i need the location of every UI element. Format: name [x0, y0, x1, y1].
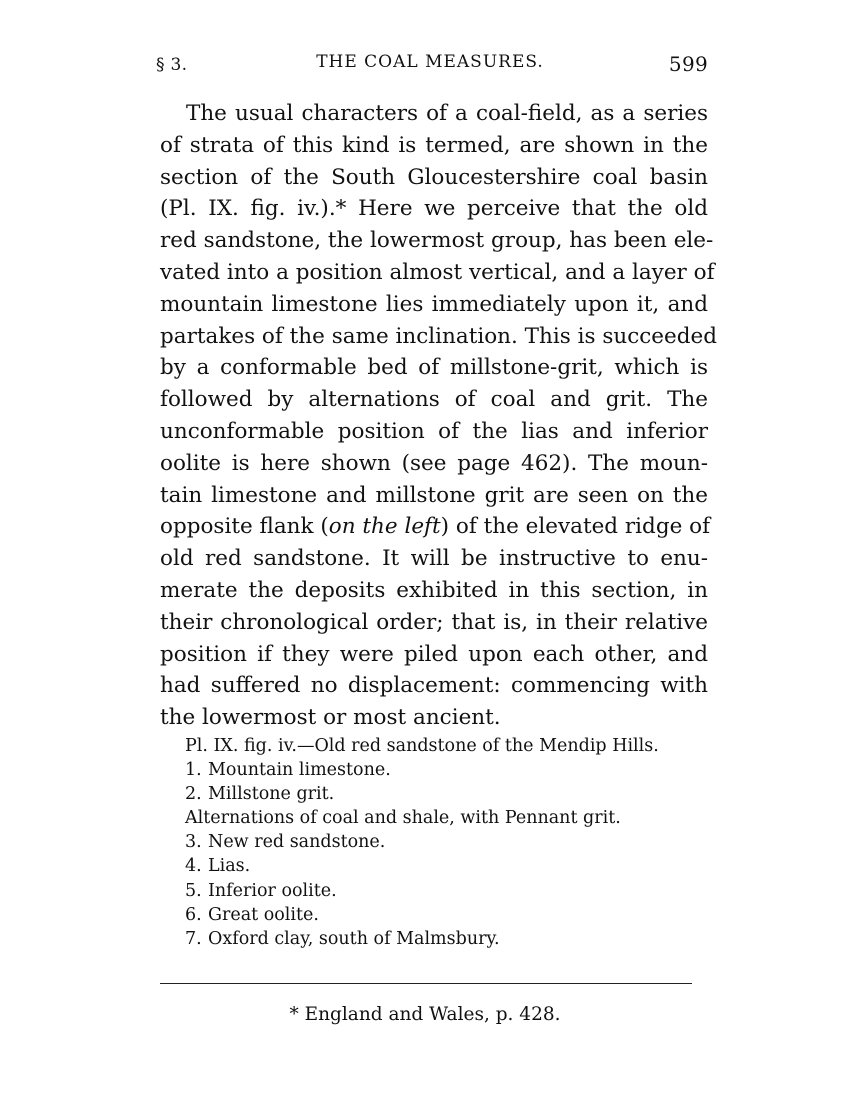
text-line: of strata of this kind is termed, are shown in the	[160, 132, 708, 158]
text-line: their chronological order; that is, in their relative	[160, 609, 708, 635]
list-item	[185, 903, 705, 927]
section-number: § 3.	[156, 55, 188, 75]
list-intro: Pl. IX. fig. iv.—Old red sandstone of the Mendip Hills.	[185, 736, 659, 756]
list-number: 3.	[185, 832, 202, 853]
list-item	[185, 830, 705, 854]
text-line: oolite is here shown (see page 462). The moun-	[160, 450, 708, 476]
italic-phrase: on the left	[328, 514, 441, 540]
list-number: 7.	[185, 928, 202, 949]
page-number: 599	[668, 52, 708, 76]
text-line: unconformable position of the lias and inferior	[160, 418, 708, 444]
text-line: old red sandstone. It will be instructive to enu-	[160, 546, 708, 572]
body-paragraph	[160, 98, 718, 734]
running-head	[150, 52, 710, 82]
text-line: position if they were piled upon each other, and	[160, 641, 708, 667]
text-line: section of the South Gloucestershire coal basin	[160, 164, 708, 190]
list-number: 4.	[185, 856, 202, 877]
footnote: * England and Wales, p. 428.	[289, 1004, 561, 1025]
text-line: The usual characters of a coal-field, as a series	[186, 101, 708, 126]
list-item	[185, 782, 705, 806]
list-item-unnumbered	[185, 806, 705, 830]
text-line-with-italic	[160, 511, 711, 543]
chapter-title: THE COAL MEASURES.	[316, 52, 544, 72]
list-number: 6.	[185, 904, 202, 925]
text-line: the lowermost or most ancient.	[160, 705, 501, 731]
line-text-after: ) of the elevated ridge of	[440, 514, 711, 540]
line-text-before: opposite flank (	[160, 514, 329, 540]
text-line: partakes of the same inclination. This is succeeded	[160, 323, 718, 349]
list-number: 5.	[185, 880, 202, 901]
list-number: 2.	[185, 784, 202, 805]
list-item	[185, 927, 705, 951]
list-text: Inferior oolite.	[208, 880, 337, 901]
text-line: (Pl. IX. fig. iv.).* Here we perceive that the old	[160, 196, 708, 222]
text-line: merate the deposits exhibited in this section, in	[160, 577, 708, 603]
footnote-divider	[160, 983, 692, 984]
list-text: Oxford clay, south of Malmsbury.	[208, 928, 500, 949]
text-line: by a conformable bed of millstone-grit, which is	[160, 355, 708, 381]
list-text: Alternations of coal and shale, with Pennant grit.	[185, 808, 621, 829]
text-line: mountain limestone lies immediately upon it, and	[160, 291, 708, 317]
list-text: New red sandstone.	[208, 832, 386, 853]
list-number: 1.	[185, 760, 202, 781]
list-item	[185, 758, 705, 782]
list-item	[185, 854, 705, 878]
text-line: tain limestone and millstone grit are seen on the	[160, 482, 708, 508]
list-item	[185, 879, 705, 903]
list-text: Mountain limestone.	[208, 760, 391, 781]
text-line: red sandstone, the lowermost group, has been ele-	[160, 228, 714, 254]
list-text: Lias.	[208, 856, 251, 877]
list-text: Great oolite.	[208, 904, 319, 925]
deposits-list	[185, 734, 705, 951]
text-line: followed by alternations of coal and grit. The	[160, 387, 708, 413]
text-line: vated into a position almost vertical, and a layer of	[160, 259, 715, 285]
text-line: had suffered no displacement: commencing with	[160, 673, 708, 699]
list-text: Millstone grit.	[208, 784, 335, 805]
